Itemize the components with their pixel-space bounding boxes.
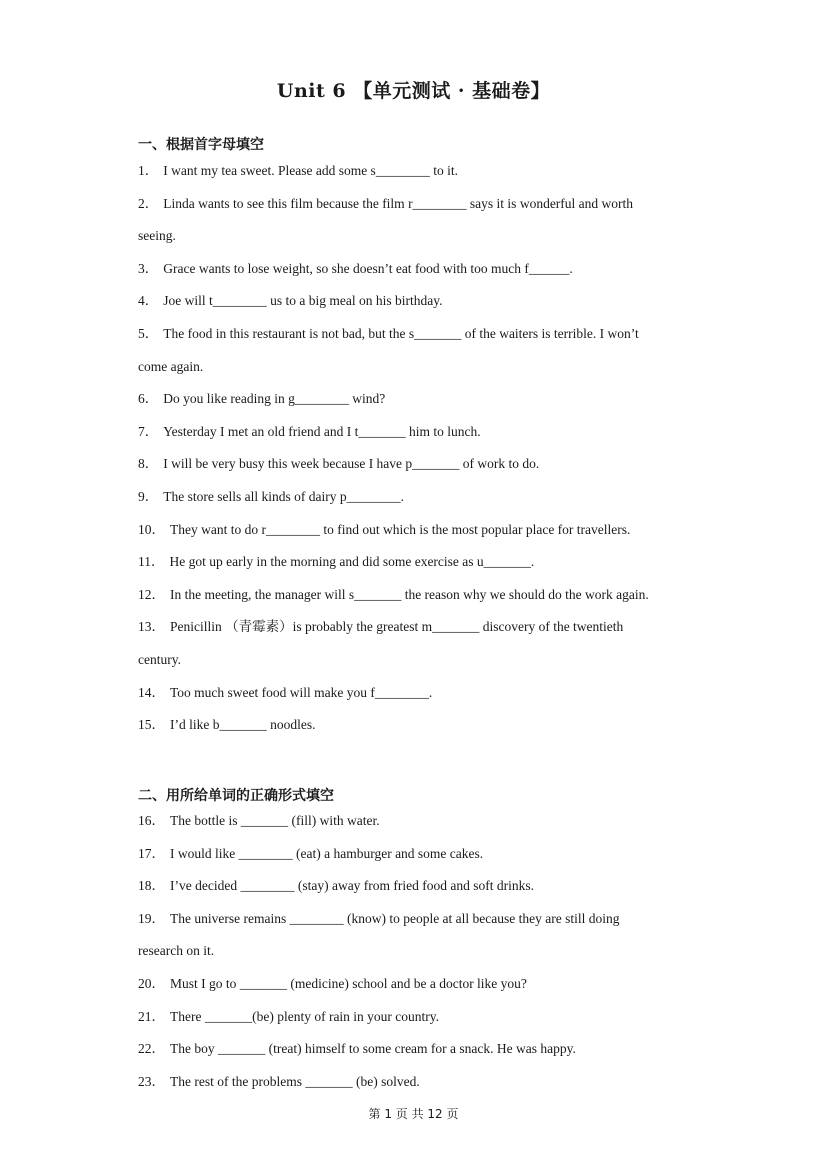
question-text: Grace wants to lose weight, so she doesn’t eat food with too much f______. [163, 260, 573, 276]
question-line [138, 522, 698, 538]
question-number: 7． [138, 423, 159, 439]
question-text: He got up early in the morning and did some exercise as u_______. [169, 554, 535, 570]
question-line [138, 326, 698, 342]
question-number: 13． [138, 619, 165, 635]
question-line [138, 261, 698, 277]
question-line [138, 196, 698, 212]
section-heading-initial-letter: 一、根据首字母填空 [138, 137, 264, 153]
question-text: The universe remains ________ (know) to people at all because they are still doing [170, 910, 620, 926]
question-text: The food in this restaurant is not bad, but the s_______ of the waiters is terrible. I won’t [163, 326, 639, 341]
question-line [138, 163, 698, 179]
question-text: Yesterday I met an old friend and I t_______ him to lunch. [163, 423, 481, 439]
question-line [138, 813, 698, 829]
question-line [138, 456, 698, 472]
question-line [138, 1041, 698, 1057]
question-line [138, 489, 698, 505]
question-number: 4． [138, 293, 159, 309]
question-line-continuation [138, 228, 698, 244]
question-number: 9． [138, 489, 159, 504]
question-line [138, 976, 698, 992]
question-number: 15． [138, 717, 165, 733]
section-heading-word-forms: 二、用所给单词的正确形式填空 [138, 788, 334, 804]
question-number: 23． [138, 1073, 165, 1089]
question-line [138, 717, 698, 733]
question-text: come again. [138, 358, 204, 374]
question-line [138, 554, 698, 570]
question-number: 10． [138, 521, 165, 537]
question-line [138, 911, 698, 927]
question-line [138, 846, 698, 862]
question-text: Joe will t________ us to a big meal on his birthday. [163, 293, 443, 309]
question-line [138, 293, 698, 309]
question-number: 16． [138, 813, 165, 828]
question-line-continuation [138, 652, 698, 668]
question-text: Do you like reading in g________ wind? [163, 391, 386, 407]
question-text: I’ve decided ________ (stay) away from fried food and soft drinks. [170, 878, 535, 894]
question-line [138, 878, 698, 894]
question-number: 3． [138, 260, 159, 276]
question-text: research on it. [138, 943, 215, 959]
question-line [138, 1009, 698, 1025]
question-text: They want to do r________ to find out which is the most popular place for travellers. [170, 521, 631, 537]
question-number: 22． [138, 1041, 165, 1057]
question-text: The boy _______ (treat) himself to some cream for a snack. He was happy. [170, 1041, 576, 1057]
question-text: Must I go to _______ (medicine) school and be a doctor like you? [170, 976, 527, 991]
question-number: 20． [138, 976, 165, 991]
question-number: 12． [138, 586, 165, 602]
question-text: Too much sweet food will make you f________. [170, 684, 433, 700]
question-line [138, 424, 698, 440]
page-title: Unit 6 【单元测试 · 基础卷】 [276, 80, 551, 102]
question-line [138, 1074, 698, 1090]
question-number: 2． [138, 195, 159, 211]
question-line [138, 391, 698, 407]
question-number: 19． [138, 910, 165, 926]
question-text: Penicillin （青霉素）is probably the greatest m_______ discovery of the twentieth [170, 619, 624, 635]
question-text: I want my tea sweet. Please add some s________ to it. [163, 163, 458, 178]
question-text: The bottle is _______ (fill) with water. [170, 813, 380, 828]
question-number: 11． [138, 554, 165, 570]
question-number: 18． [138, 878, 165, 894]
question-number: 8． [138, 456, 159, 472]
question-text: I’d like b_______ noodles. [170, 717, 316, 733]
question-text: In the meeting, the manager will s_______ the reason why we should do the work again. [170, 586, 649, 602]
question-number: 5． [138, 326, 159, 341]
question-line [138, 587, 698, 603]
question-line-continuation [138, 359, 698, 375]
question-number: 17． [138, 845, 165, 861]
question-line [138, 619, 698, 635]
question-text: There _______(be) plenty of rain in your country. [170, 1008, 440, 1024]
page-footer: 第 1 页 共 12 页 [368, 1107, 459, 1121]
question-number: 21． [138, 1008, 165, 1024]
question-text: Linda wants to see this film because the film r________ says it is wonderful and worth [163, 195, 634, 211]
question-number: 14． [138, 684, 165, 700]
question-text: The store sells all kinds of dairy p________. [163, 489, 404, 504]
question-text: The rest of the problems _______ (be) solved. [170, 1073, 420, 1089]
question-number: 1． [138, 163, 159, 178]
question-line [138, 685, 698, 701]
question-number: 6． [138, 391, 159, 407]
question-line-continuation [138, 943, 698, 959]
question-text: century. [138, 652, 181, 667]
question-text: seeing. [138, 228, 176, 244]
question-text: I would like ________ (eat) a hamburger and some cakes. [170, 845, 484, 861]
question-text: I will be very busy this week because I have p_______ of work to do. [163, 456, 540, 472]
